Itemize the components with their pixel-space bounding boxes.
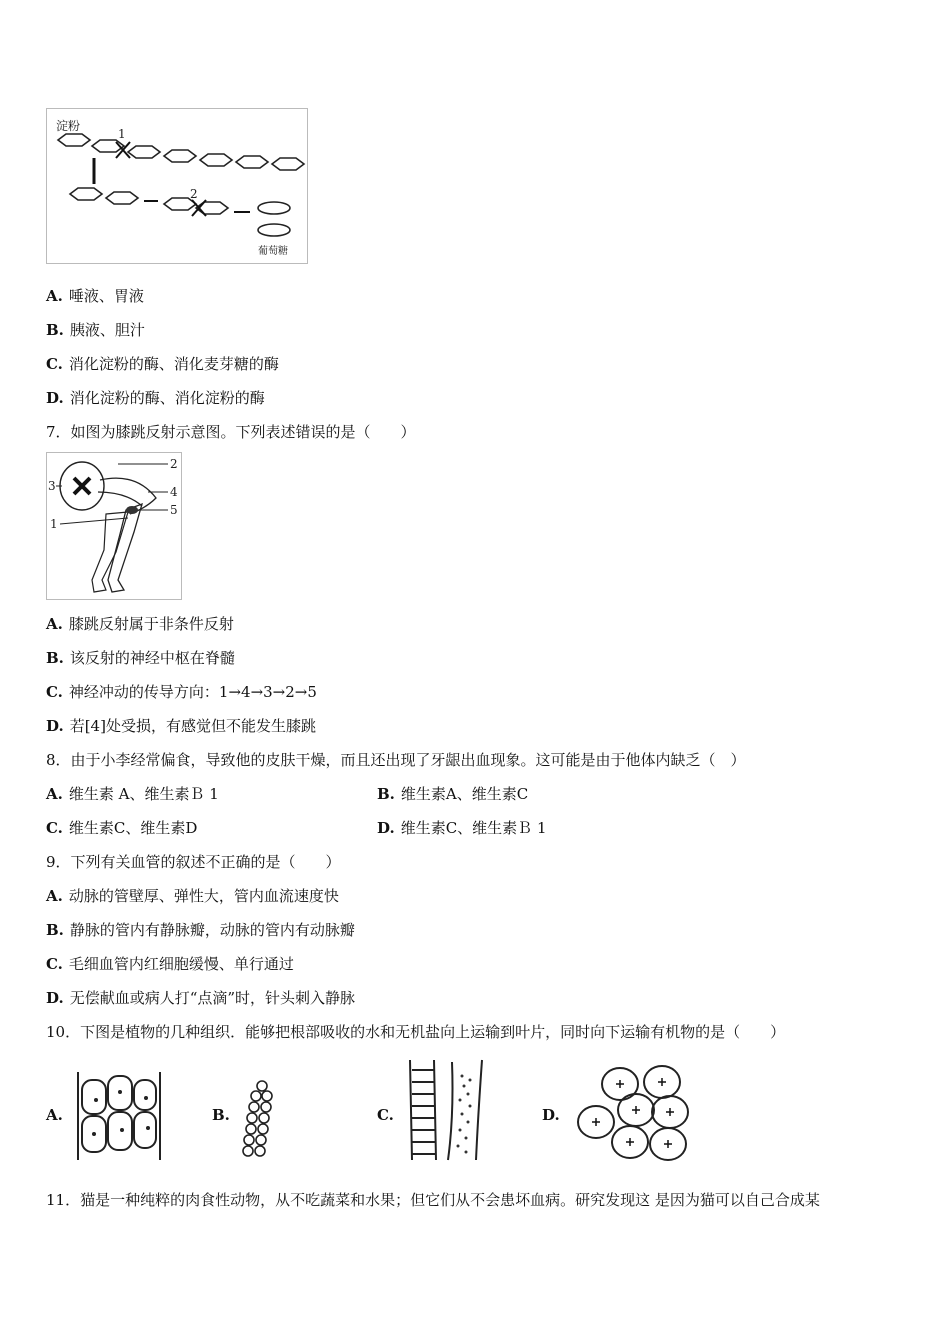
q7-option-b xyxy=(46,648,235,668)
option-letter: A. xyxy=(46,785,63,803)
q6-option-d xyxy=(46,388,265,408)
q10-option-d-label: D. xyxy=(542,1106,560,1124)
q7-option-c xyxy=(46,682,317,702)
q9-option-a xyxy=(46,886,339,906)
option-text: 静脉的管内有静脉瓣，动脉的管内有动脉瓣 xyxy=(69,921,355,939)
option-text: 无偿献血或病人打“点滴”时，针头刺入静脉 xyxy=(69,989,356,1007)
q10-option-b-label: B. xyxy=(212,1106,230,1124)
option-text: 该反射的神经中枢在脊髓 xyxy=(69,649,235,667)
option-letter: D. xyxy=(46,717,64,735)
option-letter: C. xyxy=(46,683,63,701)
q7-option-a xyxy=(46,614,234,634)
option-letter: D. xyxy=(46,989,64,1007)
q10-option-a-label: A. xyxy=(46,1106,63,1124)
option-letter: B. xyxy=(46,649,64,667)
q8-stem: 8．由于小李经常偏食，导致他的皮肤干燥，而且还出现了牙龈出血现象。这可能是由于他体内缺乏（ ） xyxy=(46,751,746,769)
q9-option-c xyxy=(46,954,294,974)
option-text: 维生素C、维生素D xyxy=(68,819,198,837)
label-4: 4 xyxy=(170,485,178,499)
tissue-a-figure xyxy=(74,1070,164,1162)
option-text: 维生素A、维生素C xyxy=(400,785,529,803)
option-letter: C. xyxy=(46,819,63,837)
q11-stem: 11．猫是一种纯粹的肉食性动物，从不吃蔬菜和水果；但它们从不会患坏血病。研究发现这 是因为猫可以自己合成某 xyxy=(46,1191,820,1209)
q10-option-c-label: C. xyxy=(377,1106,394,1124)
option-text: 胰液、胆汁 xyxy=(69,321,145,339)
option-text: 神经冲动的传导方向：1→4→3→2→5 xyxy=(68,683,317,701)
q8-option-a xyxy=(46,784,219,804)
q8-option-c xyxy=(46,818,197,838)
starch-label: 淀粉 xyxy=(56,119,81,133)
option-letter: C. xyxy=(46,955,63,973)
starch-digestion-figure xyxy=(46,108,308,264)
label-1: 1 xyxy=(50,517,58,531)
option-letter: B. xyxy=(377,785,395,803)
q6-option-c xyxy=(46,354,279,374)
option-text: 消化淀粉的酶、消化淀粉的酶 xyxy=(69,389,265,407)
option-letter: C. xyxy=(46,355,63,373)
option-text: 维生素 A、维生素Ｂ 1 xyxy=(68,785,219,803)
tissue-b-figure xyxy=(238,1078,282,1164)
knee-jerk-reflex-figure xyxy=(46,452,182,600)
tissue-c-figure xyxy=(404,1056,494,1164)
option-text: 维生素C、维生素Ｂ 1 xyxy=(400,819,547,837)
option-letter: D. xyxy=(377,819,395,837)
label-5: 5 xyxy=(170,503,178,517)
q7-option-d xyxy=(46,716,316,736)
option-text: 若[4]处受损，有感觉但不能发生膝跳 xyxy=(69,717,316,735)
label-3: 3 xyxy=(48,479,56,493)
q6-option-b xyxy=(46,320,145,340)
option-text: 动脉的管壁厚、弹性大，管内血流速度快 xyxy=(68,887,339,905)
label-2: 2 xyxy=(170,457,178,471)
q9-stem: 9．下列有关血管的叙述不正确的是（ ） xyxy=(46,853,341,871)
glucose-label: 葡萄糖 xyxy=(258,246,288,257)
option-letter: B. xyxy=(46,921,64,939)
cut-1-label: 1 xyxy=(118,127,126,141)
q9-option-d xyxy=(46,988,355,1008)
q10-stem: 10．下图是植物的几种组织．能够把根部吸收的水和无机盐向上运输到叶片，同时向下运输有机物的是（ ） xyxy=(46,1023,786,1041)
option-letter: A. xyxy=(46,887,63,905)
option-text: 毛细血管内红细胞缓慢、单行通过 xyxy=(68,955,294,973)
cut-2-label: 2 xyxy=(190,187,198,201)
option-letter: D. xyxy=(46,389,64,407)
option-text: 唾液、胃液 xyxy=(68,287,144,305)
q6-option-a xyxy=(46,286,144,306)
q7-stem: 7．如图为膝跳反射示意图。下列表述错误的是（ ） xyxy=(46,423,416,441)
option-text: 膝跳反射属于非条件反射 xyxy=(68,615,234,633)
q8-option-b xyxy=(377,784,528,804)
option-letter: B. xyxy=(46,321,64,339)
option-letter: A. xyxy=(46,615,63,633)
q9-option-b xyxy=(46,920,355,940)
tissue-d-figure xyxy=(572,1060,692,1164)
option-text: 消化淀粉的酶、消化麦芽糖的酶 xyxy=(68,355,279,373)
option-letter: A. xyxy=(46,287,63,305)
q8-option-d xyxy=(377,818,547,838)
